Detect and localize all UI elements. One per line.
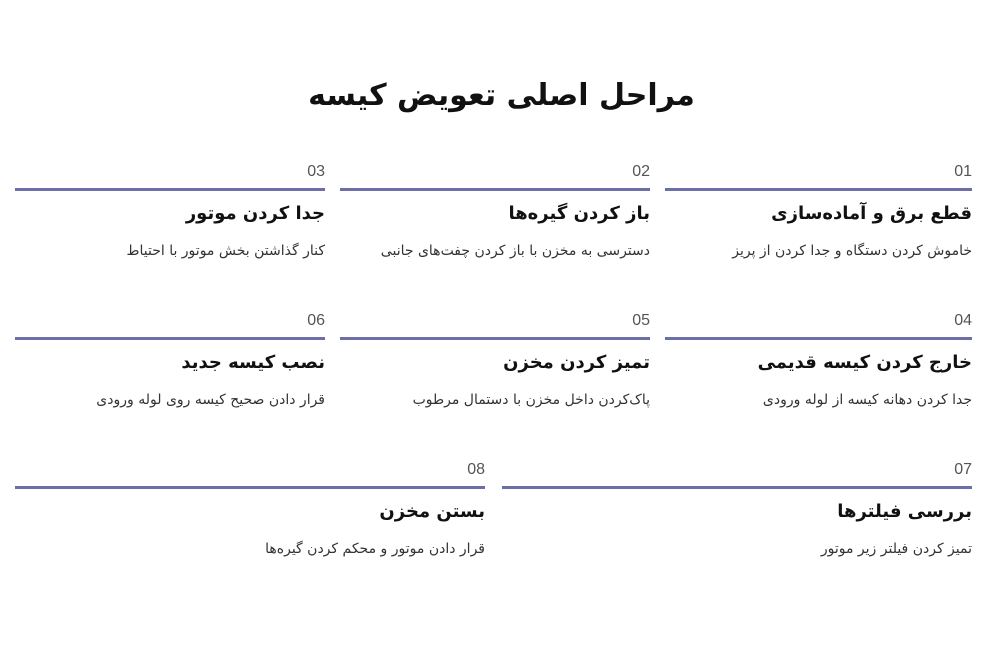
step-description: قرار دادن موتور و محکم کردن گیره‌ها [265, 541, 485, 557]
step-number: 07 [954, 461, 972, 478]
step-08 [15, 461, 485, 571]
step-title: باز کردن گیره‌ها [508, 203, 650, 224]
step-title: بستن مخزن [379, 501, 485, 522]
step-description: جدا کردن دهانه کیسه از لوله ورودی [762, 392, 972, 408]
step-divider [15, 337, 325, 340]
step-description: تمیز کردن فیلتر زیر موتور [820, 541, 972, 557]
step-number: 04 [954, 312, 972, 329]
step-title: قطع برق و آماده‌سازی [771, 203, 972, 224]
step-06 [15, 312, 325, 422]
step-description: کنار گذاشتن بخش موتور با احتیاط [126, 243, 325, 259]
step-05 [340, 312, 650, 422]
step-description: پاک‌کردن داخل مخزن با دستمال مرطوب [412, 392, 650, 408]
step-divider [340, 188, 650, 191]
step-03 [15, 163, 325, 273]
step-01 [665, 163, 972, 273]
step-title: بررسی فیلترها [837, 501, 972, 522]
step-number: 01 [954, 163, 972, 180]
step-divider [665, 337, 972, 340]
step-divider [15, 188, 325, 191]
step-title: خارج کردن کیسه قدیمی [757, 352, 972, 373]
step-description: دسترسی به مخزن با باز کردن چفت‌های جانبی [380, 243, 650, 259]
step-description: قرار دادن صحیح کیسه روی لوله ورودی [96, 392, 325, 408]
step-04 [665, 312, 972, 422]
step-divider [665, 188, 972, 191]
step-description: خاموش کردن دستگاه و جدا کردن از پریز [732, 243, 972, 259]
step-title: نصب کیسه جدید [181, 352, 325, 373]
step-number: 06 [307, 312, 325, 329]
step-title: تمیز کردن مخزن [503, 352, 650, 373]
step-number: 05 [632, 312, 650, 329]
step-07 [502, 461, 972, 571]
step-number: 02 [632, 163, 650, 180]
step-number: 08 [467, 461, 485, 478]
page-title: مراحل اصلی تعویض کیسه [308, 78, 695, 113]
step-divider [502, 486, 972, 489]
step-title: جدا کردن موتور [185, 203, 325, 224]
step-divider [340, 337, 650, 340]
step-divider [15, 486, 485, 489]
step-02 [340, 163, 650, 273]
step-number: 03 [307, 163, 325, 180]
